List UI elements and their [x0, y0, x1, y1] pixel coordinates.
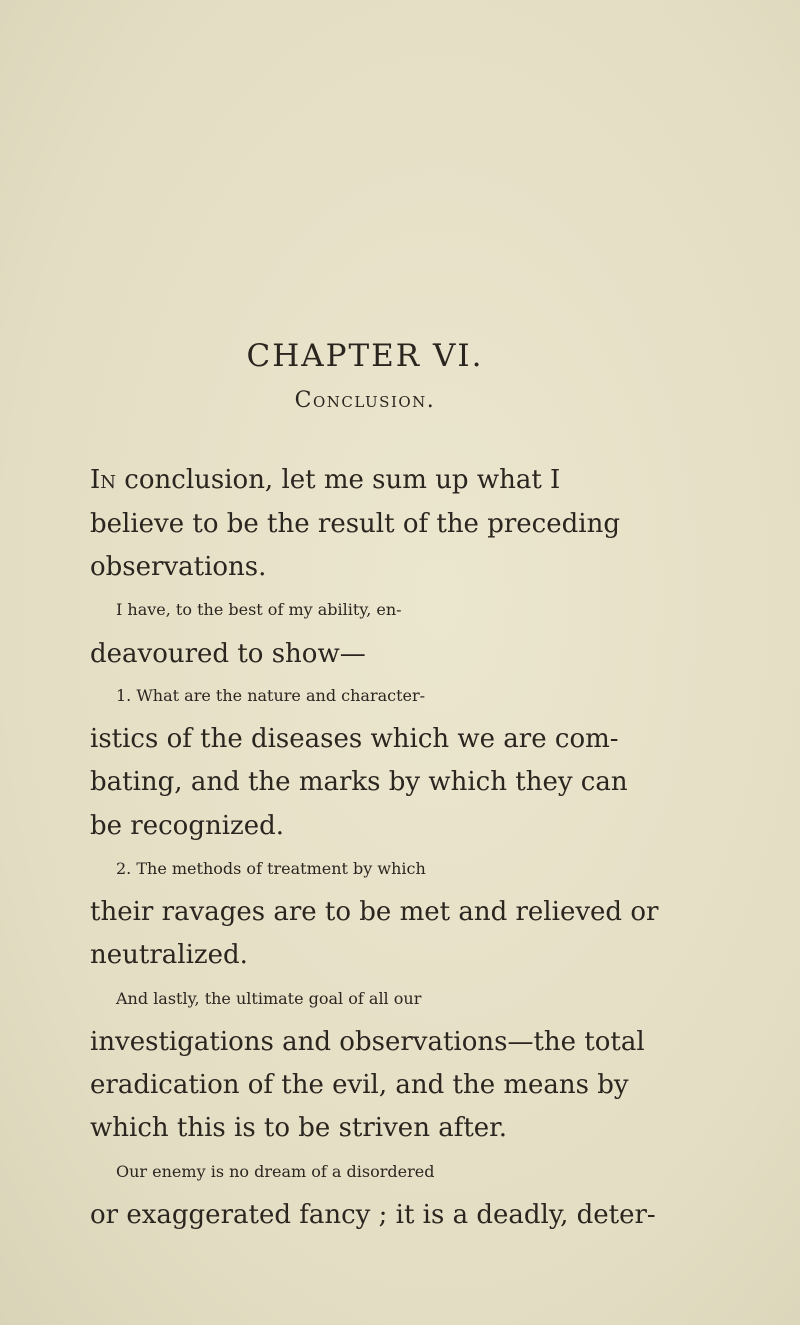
text-line-5: deavoured to show— [90, 639, 366, 669]
text-line-1-rest: conclusion, let me sum up what I [116, 465, 561, 495]
text-line-17: Our enemy is no dream of a disordered [116, 1162, 435, 1181]
text-line-14: investigations and observations—the total [90, 1027, 645, 1057]
text-line-12: neutralized. [90, 940, 248, 970]
text-line-10: 2. The methods of treatment by which [116, 859, 426, 878]
text-line-15: eradication of the evil, and the means by [90, 1070, 629, 1100]
text-line-16: which this is to be striven after. [90, 1113, 508, 1143]
text-line-18: or exaggerated fancy ; it is a deadly, deter- [90, 1200, 656, 1230]
drop-lead-word: In [90, 465, 117, 495]
section-heading: Conclusion. [294, 388, 436, 413]
text-line-9: be recognized. [90, 811, 285, 841]
text-line-4: I have, to the best of my ability, en- [116, 600, 402, 619]
text-line-6: 1. What are the nature and character- [116, 686, 426, 705]
text-line-7: istics of the diseases which we are com- [90, 724, 619, 754]
text-line-8: bating, and the marks by which they can [90, 767, 628, 797]
text-line-11: their ravages are to be met and relieved or [90, 897, 659, 927]
text-line-13: And lastly, the ultimate goal of all our [116, 989, 422, 1008]
text-line-1 [90, 462, 690, 498]
text-line-2: believe to be the result of the preceding [90, 509, 620, 539]
chapter-heading: CHAPTER VI. [246, 338, 484, 374]
text-line-3: observations. [90, 552, 267, 582]
